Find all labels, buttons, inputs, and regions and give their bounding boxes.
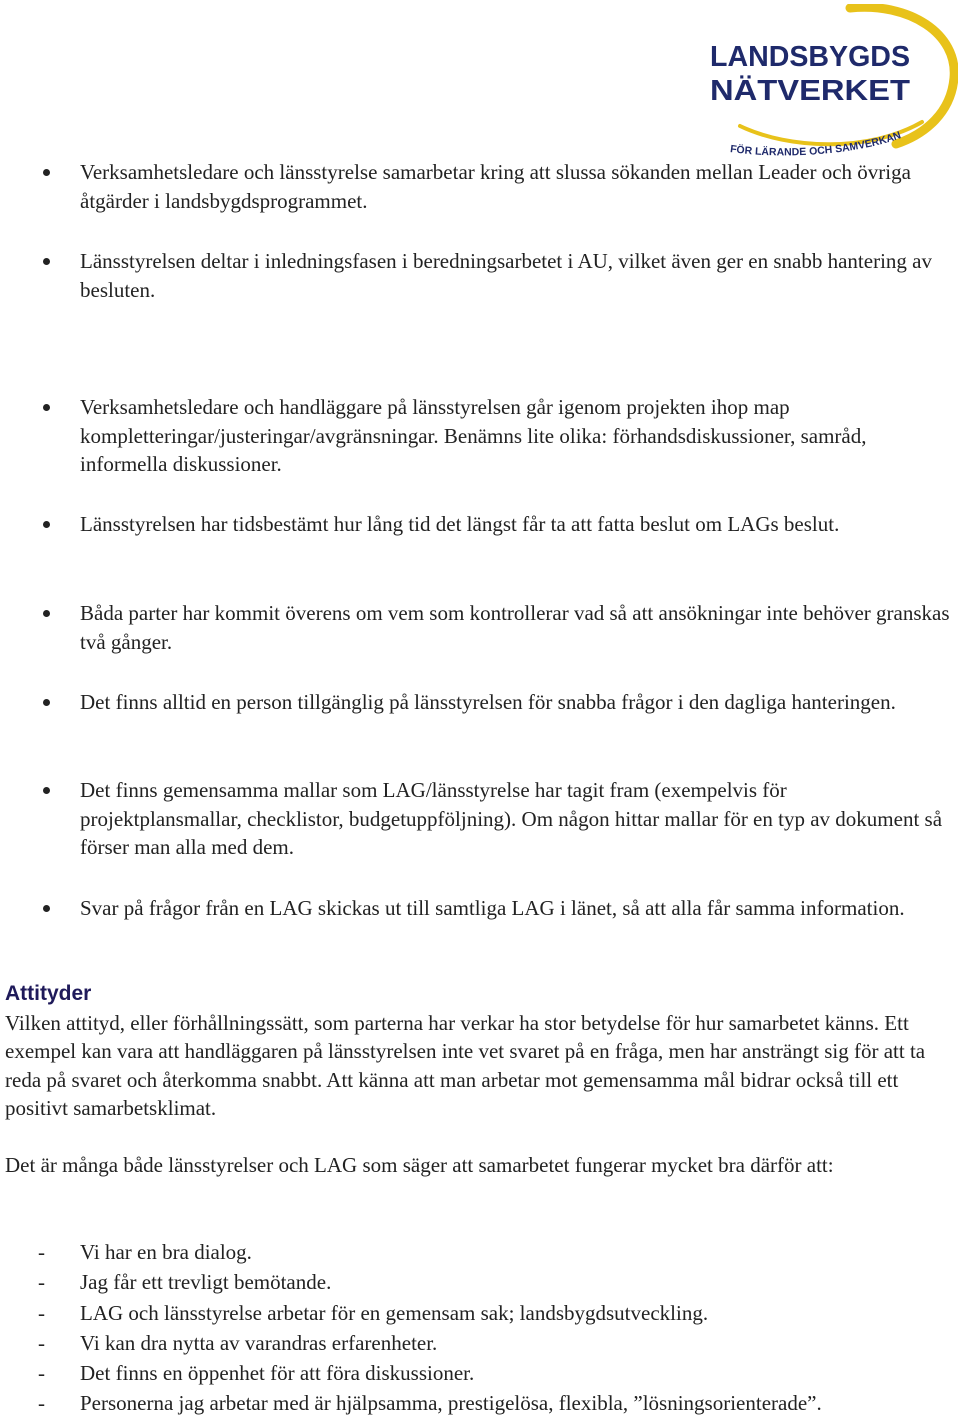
dash-list-item (0, 1298, 960, 1328)
dash-text: Jag får ett trevligt bemötande. (80, 1270, 332, 1294)
dash-marker: - (38, 1361, 45, 1385)
dash-list-item (0, 1328, 960, 1358)
dash-list-item (0, 1237, 960, 1267)
dash-text: Vi kan dra nytta av varandras erfarenheter. (80, 1331, 438, 1355)
bullet-text: Länsstyrelsen har tidsbestämt hur lång tid det längst får ta att fatta beslut om LAGs beslut. (80, 512, 840, 536)
bullet-text: Verksamhetsledare och länsstyrelse samarbetar kring att slussa sökanden mellan Leader och övriga åtgärder i landsbygdsprogrammet. (80, 160, 911, 213)
bullet-dot (43, 258, 50, 265)
bullet-dot (43, 169, 50, 176)
bullet-dot (43, 610, 50, 617)
dash-text: Personerna jag arbetar med är hjälpsamma, prestigelösa, flexibla, ”lösningsorienterade”. (80, 1391, 822, 1415)
bullet-text: Verksamhetsledare och handläggare på länsstyrelsen går igenom projekten ihop map kompletteringar/justeringar/avgränsningar. Benämns lite olika: förhandsdiskussioner, samråd, informella diskussioner. (80, 395, 867, 476)
bullet-text: Svar på frågor från en LAG skickas ut till samtliga LAG i länet, så att alla får samma information. (80, 896, 905, 920)
bullet-dot (43, 699, 50, 706)
bullet-text: Det finns gemensamma mallar som LAG/länsstyrelse har tagit fram (exempelvis för projektplansmallar, checklistor, budgetuppföljning). Om någon hittar mallar för en typ av dokument så förser man alla med dem. (80, 778, 943, 859)
bullet-text: Båda parter har kommit överens om vem som kontrollerar vad så att ansökningar inte behöver granskas två gånger. (80, 601, 950, 654)
dash-marker: - (38, 1331, 45, 1355)
dash-list-item (0, 1388, 960, 1418)
bullet-dot (43, 404, 50, 411)
bullet-dot (43, 905, 50, 912)
dash-list-item (0, 1267, 960, 1297)
dash-marker: - (38, 1301, 45, 1325)
dash-marker: - (38, 1240, 45, 1264)
bullet-text: Det finns alltid en person tillgänglig på länsstyrelsen för snabba frågor i den dagliga hanteringen. (80, 690, 896, 714)
dash-text: LAG och länsstyrelse arbetar för en gemensam sak; landsbygdsutveckling. (80, 1301, 709, 1325)
logo-graphic (700, 4, 958, 156)
bullet-dot (43, 521, 50, 528)
section-heading: Attityder (5, 982, 92, 1005)
logo-line2: NÄTVERKET (710, 75, 888, 107)
section-paragraph: Vilken attityd, eller förhållningssätt, som parterna har verkar ha stor betydelse för hur samarbetet känns. Ett exempel kan vara att handläggaren på länsstyrelsen inte vet svaret på en fråga, men har ansträngt sig för att ta reda på svaret och återkomma snabbt. Att känna att man arbetar mot gemensamma mål bidrar också till ett positivt samarbetsklimat. (5, 1011, 926, 1120)
section-paragraph: Det är många både länsstyrelser och LAG som säger att samarbetet fungerar mycket bra därför att: (5, 1153, 834, 1177)
bullet-dot (43, 787, 50, 794)
dash-text: Vi har en bra dialog. (80, 1240, 252, 1264)
dash-marker: - (38, 1270, 45, 1294)
logo-tagline-text: FÖR LÄRANDE OCH SAMVERKAN (729, 129, 903, 156)
landsbygdsnatverket-logo (700, 4, 958, 156)
bullet-text: Länsstyrelsen deltar i inledningsfasen i beredningsarbetet i AU, vilket även ger en snabb hantering av besluten. (80, 249, 932, 302)
logo-line1: LANDSBYGDS (710, 41, 910, 73)
dash-list-item (0, 1358, 960, 1388)
dash-marker: - (38, 1391, 45, 1415)
dash-text: Det finns en öppenhet för att föra diskussioner. (80, 1361, 475, 1385)
